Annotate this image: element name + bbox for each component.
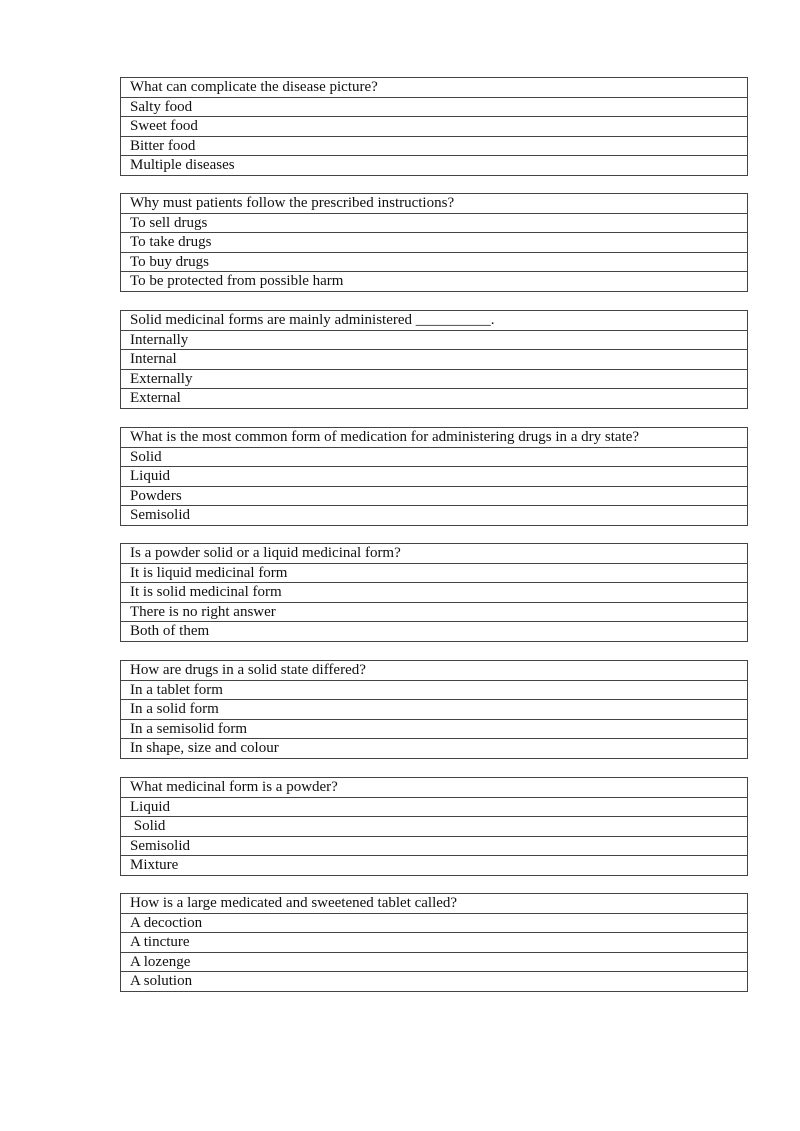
answer-option: Multiple diseases — [121, 156, 748, 176]
answer-option: External — [121, 389, 748, 409]
question-text: Is a powder solid or a liquid medicinal form? — [121, 544, 748, 564]
question-text: Why must patients follow the prescribed instructions? — [121, 194, 748, 214]
answer-option: A lozenge — [121, 952, 748, 972]
question-table-7 — [120, 777, 748, 876]
answer-option: In a tablet form — [121, 680, 748, 700]
answer-option: It is solid medicinal form — [121, 583, 748, 603]
question-table-1 — [120, 77, 748, 176]
answer-option: Salty food — [121, 97, 748, 117]
question-text: What is the most common form of medication for administering drugs in a dry state? — [121, 428, 748, 448]
question-table-8 — [120, 893, 748, 992]
question-table-5 — [120, 543, 748, 642]
answer-option: Solid — [121, 817, 748, 837]
answer-option: Externally — [121, 369, 748, 389]
answer-option: Sweet food — [121, 117, 748, 137]
question-table-3 — [120, 310, 748, 409]
answer-option: To be protected from possible harm — [121, 272, 748, 292]
answer-option: Internal — [121, 350, 748, 370]
answer-option: Liquid — [121, 467, 748, 487]
answer-option: A decoction — [121, 913, 748, 933]
answer-option: It is liquid medicinal form — [121, 563, 748, 583]
answer-option: Powders — [121, 486, 748, 506]
answer-option: In a semisolid form — [121, 719, 748, 739]
question-text: Solid medicinal forms are mainly administered __________. — [121, 311, 748, 331]
answer-option: In shape, size and colour — [121, 739, 748, 759]
answer-option: Liquid — [121, 797, 748, 817]
answer-option: There is no right answer — [121, 602, 748, 622]
question-text: What medicinal form is a powder? — [121, 778, 748, 798]
answer-option: Mixture — [121, 856, 748, 876]
answer-option: In a solid form — [121, 700, 748, 720]
answer-option: Both of them — [121, 622, 748, 642]
question-text: What can complicate the disease picture? — [121, 78, 748, 98]
answer-option: Semisolid — [121, 836, 748, 856]
answer-option: Internally — [121, 330, 748, 350]
answer-option: A solution — [121, 972, 748, 992]
answer-option: To buy drugs — [121, 252, 748, 272]
answer-option: Semisolid — [121, 506, 748, 526]
answer-option: A tincture — [121, 933, 748, 953]
question-table-6 — [120, 660, 748, 759]
answer-option: Bitter food — [121, 136, 748, 156]
question-text: How is a large medicated and sweetened tablet called? — [121, 894, 748, 914]
answer-option: To sell drugs — [121, 213, 748, 233]
question-table-4 — [120, 427, 748, 526]
question-text: How are drugs in a solid state differed? — [121, 661, 748, 681]
answer-option: Solid — [121, 447, 748, 467]
answer-option: To take drugs — [121, 233, 748, 253]
question-table-2 — [120, 193, 748, 292]
